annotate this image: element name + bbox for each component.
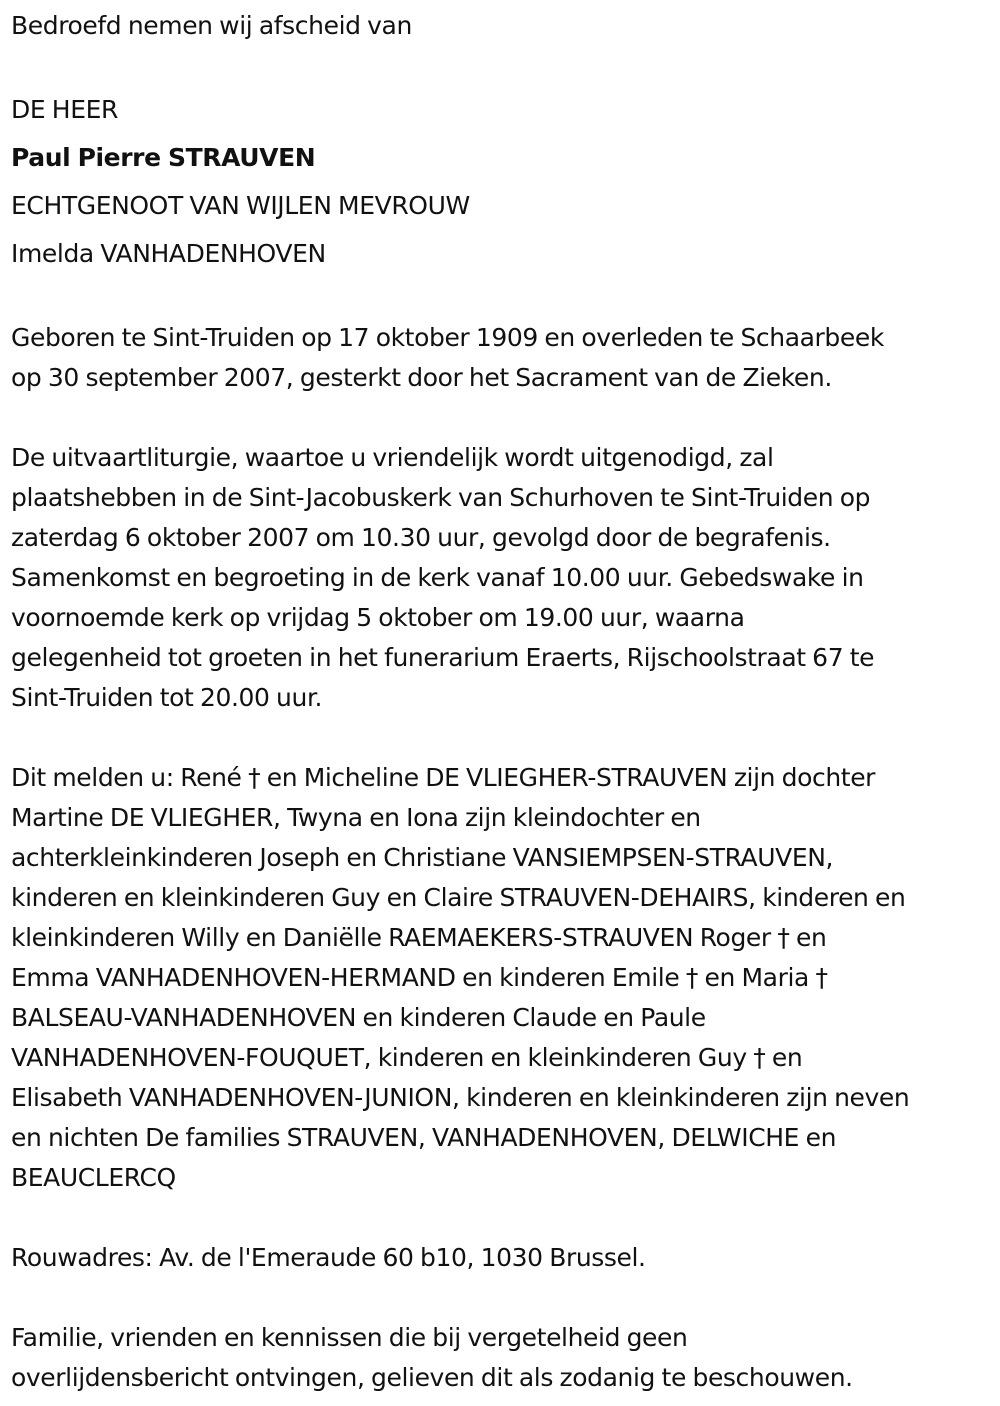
birth-death-paragraph: Geboren te Sint-Truiden op 17 oktober 1909 en overleden te Schaarbeek op 30 september 2007, gesterkt door het Sacrament van de Zieken. [11, 323, 884, 392]
intro-text: Bedroefd nemen wij afscheid van [11, 11, 412, 40]
deceased-name: Paul Pierre STRAUVEN [11, 143, 316, 172]
family-announcement-paragraph: Dit melden u: René † en Micheline DE VLIEGHER-STRAUVEN zijn dochter Martine DE VLIEGHER, Twyna en Iona zijn kleindochter en achterkleinkinderen Joseph en Christiane VANSIEMPSEN-STRAUVEN, kinderen en kleinkinderen Guy en Claire STRAUVEN-DEHAIRS, kinderen en kleinkinderen Willy en Daniëlle RAEMAEKERS-STRAUVEN Roger † en Emma VANHADENHOVEN-HERMAND en kinderen Emile † en Maria † BALSEAU-VANHADENHOVEN en kinderen Claude en Paule VANHADENHOVEN-FOUQUET, kinderen en kleinkinderen Guy † en Elisabeth VANHADENHOVEN-JUNION, kinderen en kleinkinderen zijn neven en nichten De families STRAUVEN, VANHADENHOVEN, DELWICHE en BEAUCLERCQ [11, 763, 910, 1192]
closing-paragraph: Familie, vrienden en kennissen die bij vergetelheid geen overlijdensbericht ontvingen, gelieven dit als zodanig te beschouwen. [11, 1323, 853, 1392]
mourning-address: Rouwadres: Av. de l'Emeraude 60 b10, 1030 Brussel. [11, 1243, 646, 1272]
funeral-info-paragraph: De uitvaartliturgie, waartoe u vriendelijk wordt uitgenodigd, zal plaatshebben in de Sint-Jacobuskerk van Schurhoven te Sint-Truiden op zaterdag 6 oktober 2007 om 10.30 uur, gevolgd door de begrafenis. Samenkomst en begroeting in de kerk vanaf 10.00 uur. Gebedswake in voornoemde kerk op vrijdag 5 oktober om 19.00 uur, waarna gelegenheid tot groeten in het funerarium Eraerts, Rijschoolstraat 67 te Sint-Truiden tot 20.00 uur. [11, 443, 875, 712]
spouse-name: Imelda VANHADENHOVEN [11, 239, 326, 268]
title-prefix: DE HEER [11, 95, 118, 124]
spouse-label: ECHTGENOOT VAN WIJLEN MEVROUW [11, 191, 470, 220]
